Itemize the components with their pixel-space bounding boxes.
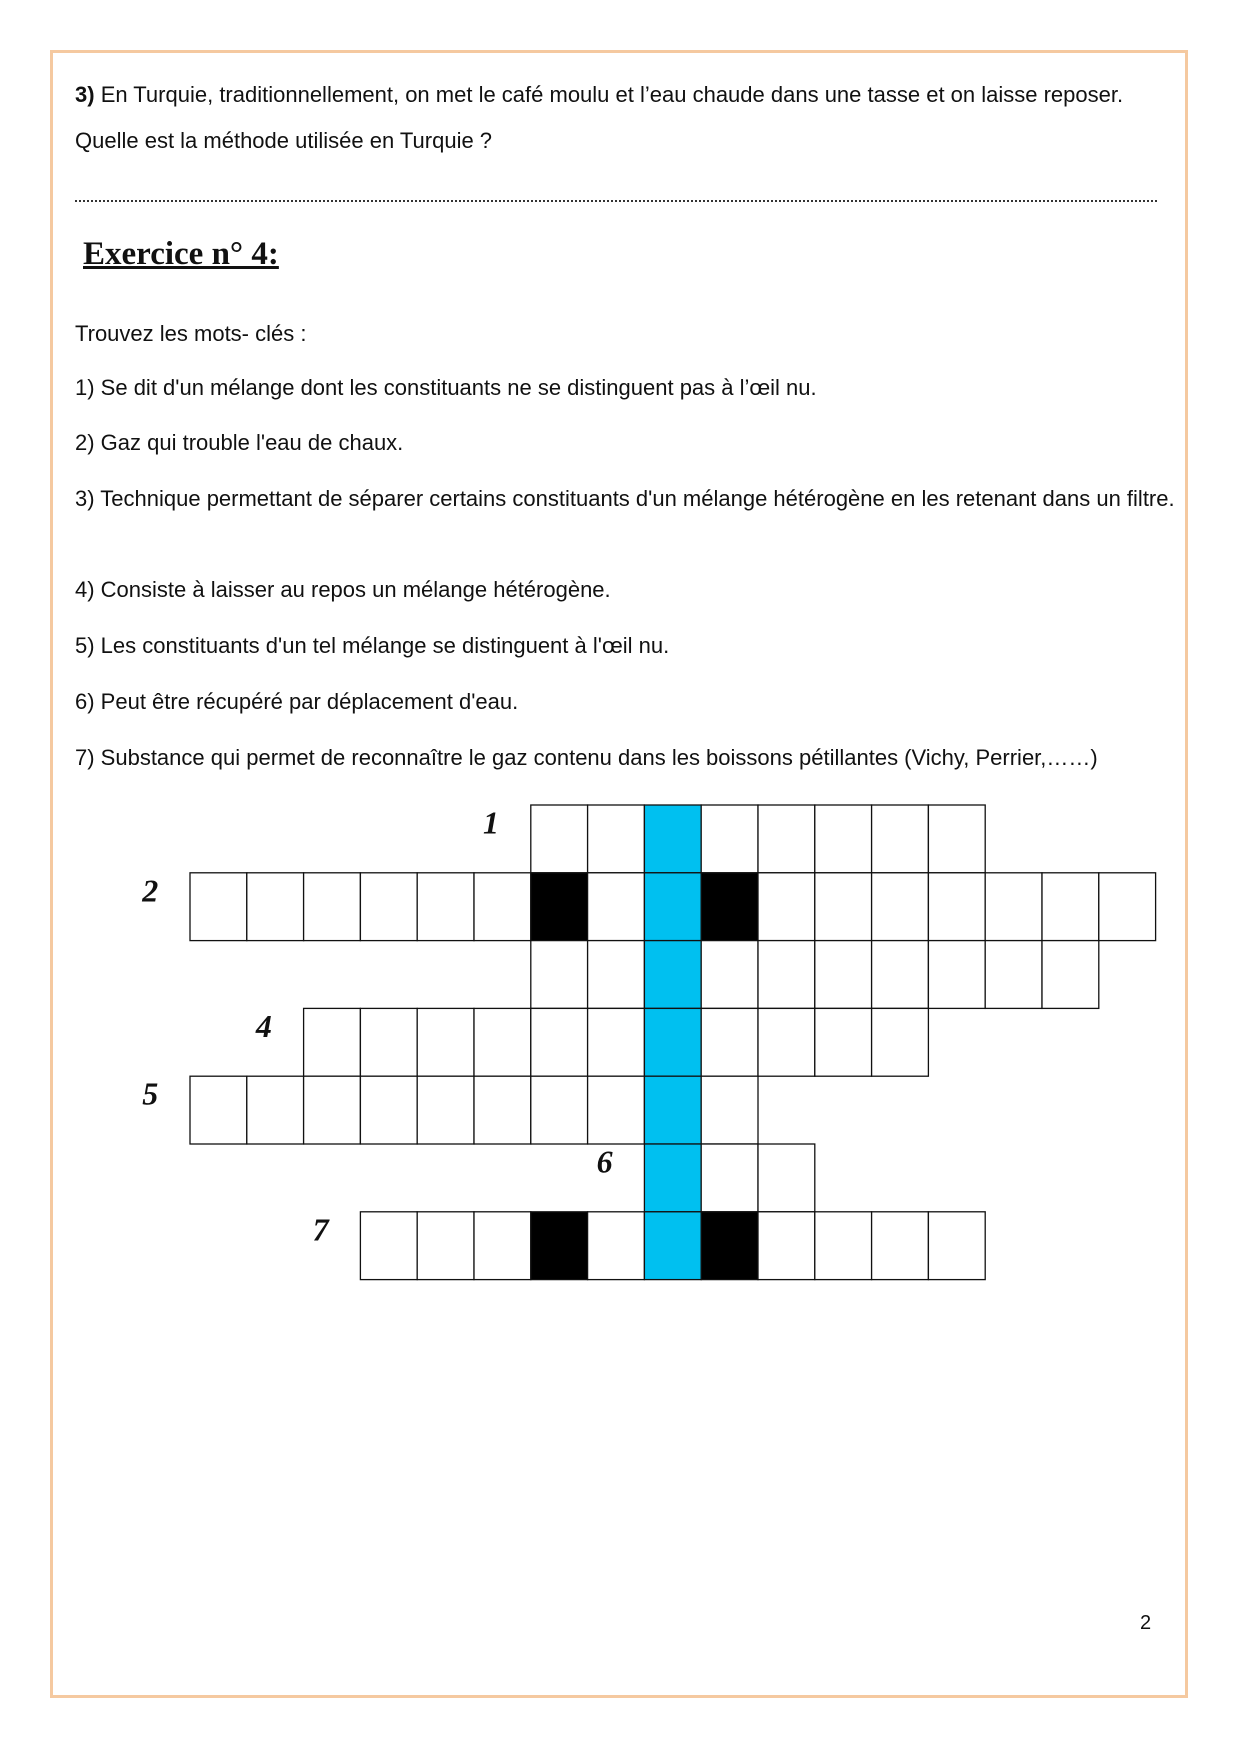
crossword-cell[interactable] — [190, 873, 247, 941]
crossword-cell[interactable] — [531, 805, 588, 873]
crossword-cell[interactable] — [985, 941, 1042, 1009]
crossword-black-cell — [531, 873, 588, 941]
question-3-number: 3) — [75, 82, 95, 107]
crossword-cell[interactable] — [872, 1008, 929, 1076]
crossword-cell[interactable] — [588, 1212, 645, 1280]
crossword-cell[interactable] — [1042, 941, 1099, 1009]
crossword-cell[interactable] — [701, 1144, 758, 1212]
crossword-key-cell[interactable] — [644, 941, 701, 1009]
crossword-cell[interactable] — [872, 1212, 929, 1280]
crossword-cell[interactable] — [701, 941, 758, 1009]
crossword-cell[interactable] — [474, 1076, 531, 1144]
crossword-cell[interactable] — [985, 873, 1042, 941]
crossword-cell[interactable] — [758, 873, 815, 941]
crossword-key-cell[interactable] — [644, 1144, 701, 1212]
crossword-cell[interactable] — [247, 873, 304, 941]
crossword-cell[interactable] — [1099, 873, 1156, 941]
crossword-cell[interactable] — [360, 1008, 417, 1076]
clue-3: 3) Technique permettant de séparer certains constituants d'un mélange hétérogène en les retenant dans un filtre. — [75, 486, 1175, 511]
crossword-cell[interactable] — [474, 1008, 531, 1076]
crossword-cell[interactable] — [815, 805, 872, 873]
crossword-cell[interactable] — [304, 1008, 361, 1076]
crossword-black-cell — [701, 1212, 758, 1280]
crossword-cell[interactable] — [588, 805, 645, 873]
crossword-cell[interactable] — [417, 1076, 474, 1144]
crossword-black-cell — [701, 873, 758, 941]
crossword-cell[interactable] — [872, 941, 929, 1009]
crossword-cell[interactable] — [872, 873, 929, 941]
page-number: 2 — [1140, 1612, 1152, 1634]
crossword-cell[interactable] — [531, 1076, 588, 1144]
crossword-cell[interactable] — [360, 873, 417, 941]
crossword-cell[interactable] — [758, 1212, 815, 1280]
clue-2: 2) Gaz qui trouble l'eau de chaux. — [75, 430, 404, 455]
clue-7: 7) Substance qui permet de reconnaître le gaz contenu dans les boissons pétillantes (Vichy, Perrier,……) — [75, 745, 1098, 770]
crossword-cell[interactable] — [872, 805, 929, 873]
crossword-cell[interactable] — [588, 1008, 645, 1076]
crossword-cell[interactable] — [758, 1144, 815, 1212]
clue-5: 5) Les constituants d'un tel mélange se distinguent à l'œil nu. — [75, 633, 670, 658]
crossword-black-cell — [531, 1212, 588, 1280]
crossword-cell[interactable] — [474, 873, 531, 941]
crossword-cell[interactable] — [815, 1008, 872, 1076]
crossword-row-number: 6 — [596, 1143, 613, 1180]
crossword-cell[interactable] — [531, 941, 588, 1009]
crossword-cell[interactable] — [701, 1076, 758, 1144]
exercise-title: Exercice n° 4: — [83, 236, 279, 272]
crossword-row-number: 2 — [142, 872, 159, 909]
question-3-text: En Turquie, traditionnellement, on met le café moulu et l’eau chaude dans une tasse et on laisse reposer. Quelle est la méthode utilisée en Turquie ? — [75, 82, 1124, 153]
crossword-cell[interactable] — [360, 1212, 417, 1280]
exercise-intro: Trouvez les mots- clés : — [75, 321, 307, 346]
crossword-cell[interactable] — [928, 1212, 985, 1280]
crossword-cell[interactable] — [758, 805, 815, 873]
crossword-cell[interactable] — [815, 1212, 872, 1280]
crossword-row-number: 1 — [483, 804, 500, 841]
crossword-cell[interactable] — [701, 1008, 758, 1076]
crossword-key-cell[interactable] — [644, 873, 701, 941]
crossword-cell[interactable] — [247, 1076, 304, 1144]
crossword-key-cell[interactable] — [644, 1212, 701, 1280]
crossword-row-number: 5 — [142, 1075, 159, 1112]
crossword-cell[interactable] — [531, 1008, 588, 1076]
crossword-key-cell[interactable] — [644, 805, 701, 873]
crossword-cell[interactable] — [360, 1076, 417, 1144]
crossword-cell[interactable] — [1042, 873, 1099, 941]
crossword-cell[interactable] — [417, 873, 474, 941]
crossword-cell[interactable] — [928, 805, 985, 873]
crossword-cell[interactable] — [190, 1076, 247, 1144]
clue-4: 4) Consiste à laisser au repos un mélange hétérogène. — [75, 577, 611, 602]
clue-1: 1) Se dit d'un mélange dont les constituants ne se distinguent pas à l’œil nu. — [75, 375, 817, 400]
crossword-cell[interactable] — [304, 873, 361, 941]
crossword-cell[interactable] — [928, 941, 985, 1009]
crossword-cell[interactable] — [758, 941, 815, 1009]
crossword-cell[interactable] — [701, 805, 758, 873]
crossword-row-number: 4 — [255, 1007, 272, 1044]
crossword-cell[interactable] — [588, 1076, 645, 1144]
crossword-cell[interactable] — [588, 941, 645, 1009]
crossword-key-cell[interactable] — [644, 1008, 701, 1076]
crossword-row-number: 7 — [312, 1211, 329, 1248]
crossword-cell[interactable] — [928, 873, 985, 941]
crossword-cell[interactable] — [474, 1212, 531, 1280]
crossword-cell[interactable] — [417, 1212, 474, 1280]
crossword-key-cell[interactable] — [644, 1076, 701, 1144]
crossword-cell[interactable] — [758, 1008, 815, 1076]
crossword-cell[interactable] — [417, 1008, 474, 1076]
crossword-cell[interactable] — [815, 941, 872, 1009]
crossword-cell[interactable] — [815, 873, 872, 941]
crossword-cell[interactable] — [304, 1076, 361, 1144]
crossword-cell[interactable] — [588, 873, 645, 941]
clue-6: 6) Peut être récupéré par déplacement d'eau. — [75, 689, 519, 714]
